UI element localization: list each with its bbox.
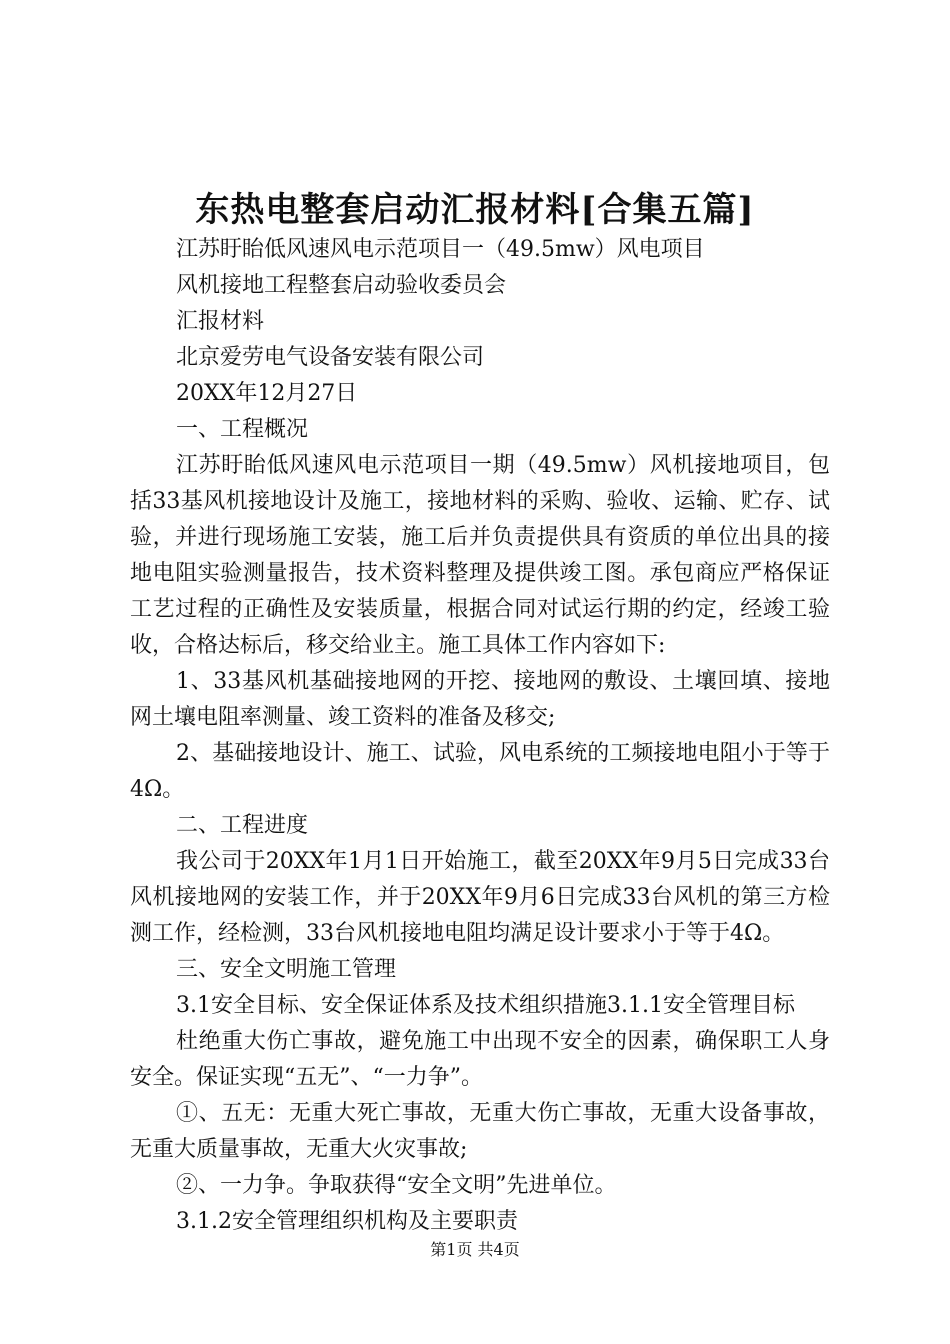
overview-paragraph: 江苏盱眙低风速风电示范项目一期（49.5mw）风机接地项目，包括33基风机接地设计及施工，接地材料的采购、验收、运输、贮存、试验，并进行现场施工安装，施工后并负责提供具有资质的单位出具的接地电阻实验测量报告，技术资料整理及提供竣工图。承包商应严格保证工艺过程的正确性及安装质量，根据合同对试运行期的约定，经竣工验收，合格达标后，移交给业主。施工具体工作内容如下: xyxy=(130,453,830,658)
section-heading-safety: 三、安全文明施工管理 xyxy=(176,957,397,982)
safety-subheading-targets: 3.1安全目标、安全保证体系及技术组织措施3.1.1安全管理目标 xyxy=(176,993,795,1018)
overview-item-1: 1、33基风机基础接地网的开挖、接地网的敷设、土壤回填、接地网土壤电阻率测量、竣工资料的准备及移交; xyxy=(130,669,830,730)
safety-item-five-no: ①、五无：无重大死亡事故，无重大伤亡事故，无重大设备事故，无重大质量事故，无重大火灾事故; xyxy=(130,1101,830,1162)
document-body xyxy=(130,232,830,1240)
document-title: 东热电整套启动汇报材料[合集五篇] xyxy=(195,190,755,230)
overview-item-2: 2、基础接地设计、施工、试验，风电系统的工频接地电阻小于等于4Ω。 xyxy=(130,741,830,802)
safety-item-strive: ②、一力争。争取获得“安全文明”先进单位。 xyxy=(176,1173,617,1198)
header-line-company: 北京爱劳电气设备安装有限公司 xyxy=(176,345,485,370)
safety-paragraph-goals: 杜绝重大伤亡事故，避免施工中出现不安全的因素，确保职工人身安全。保证实现“五无”、“一力争”。 xyxy=(130,1029,830,1090)
header-line-date: 20XX年12月27日 xyxy=(176,381,358,406)
safety-subheading-organization: 3.1.2安全管理组织机构及主要职责 xyxy=(176,1209,518,1234)
header-line-report: 汇报材料 xyxy=(176,309,265,334)
header-line-committee: 风机接地工程整套启动验收委员会 xyxy=(176,273,507,298)
section-heading-progress: 二、工程进度 xyxy=(176,813,309,838)
progress-paragraph: 我公司于20XX年1月1日开始施工，截至20XX年9月5日完成33台风机接地网的安装工作，并于20XX年9月6日完成33台风机的第三方检测工作，经检测，33台风机接地电阻均满足设计要求小于等于4Ω。 xyxy=(130,849,830,946)
header-line-project: 江苏盱眙低风速风电示范项目一（49.5mw）风电项目 xyxy=(176,237,705,262)
section-heading-overview: 一、工程概况 xyxy=(176,417,309,442)
page-footer: 第1页 共4页 xyxy=(430,1240,520,1259)
